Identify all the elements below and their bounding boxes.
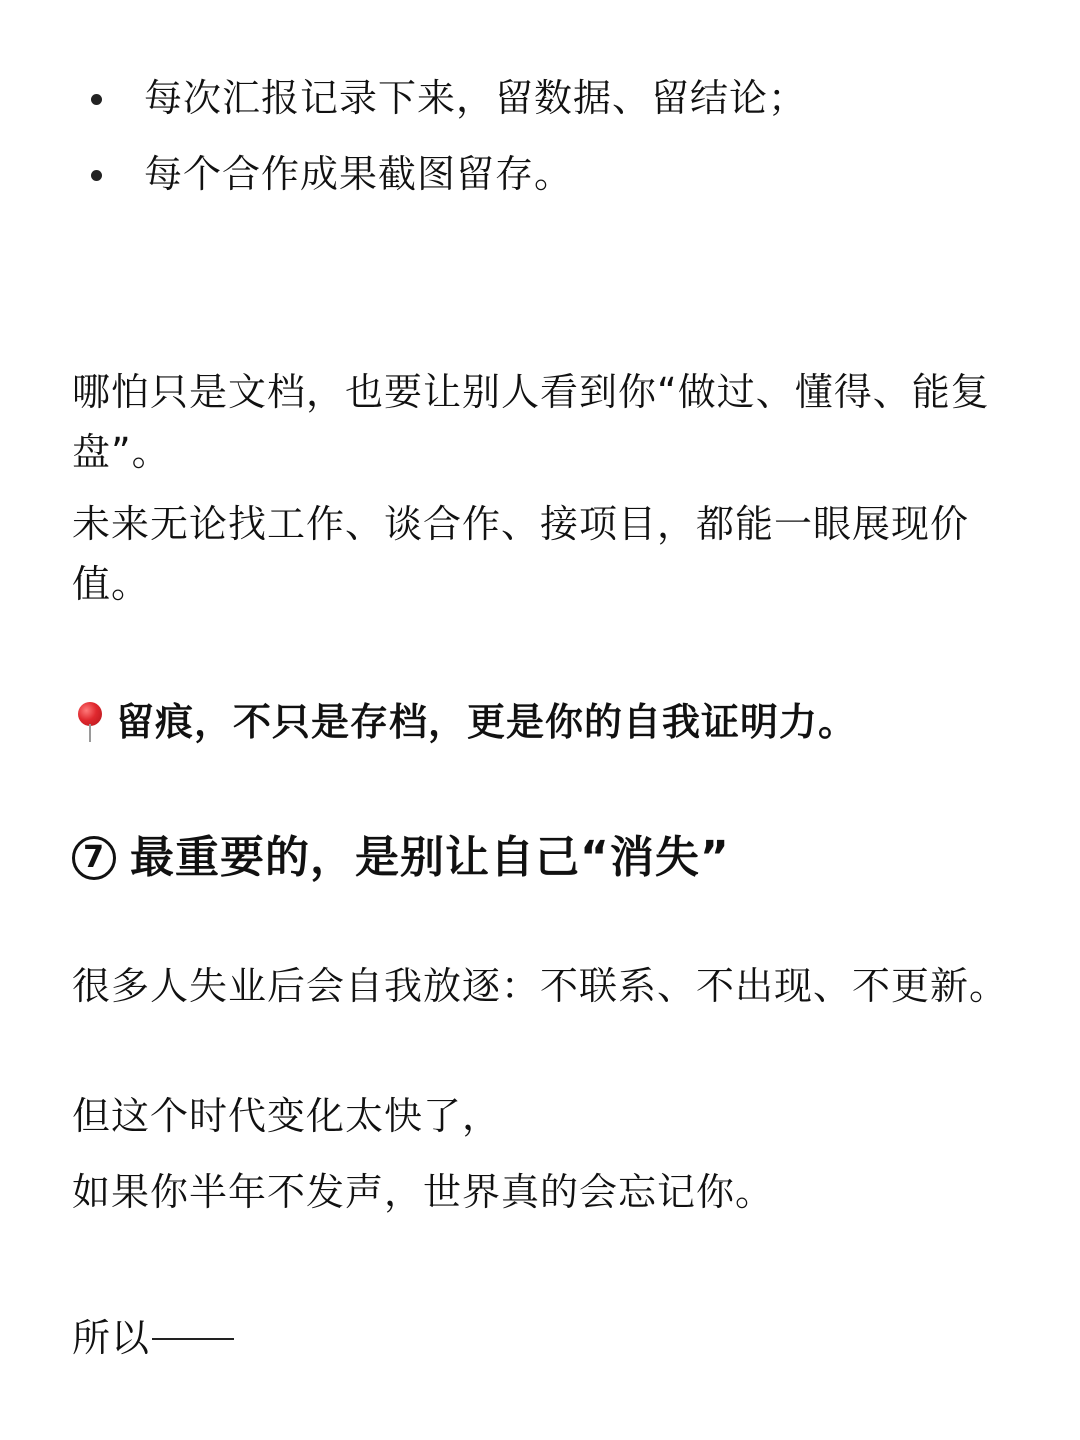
bullet-list bbox=[0, 68, 1080, 220]
highlight-line bbox=[72, 692, 1022, 752]
highlight-text: 留痕，不只是存档，更是你的自我证明力。 bbox=[116, 700, 858, 744]
bullet-text: 每次汇报记录下来，留数据、留结论； bbox=[144, 76, 808, 120]
bullet-text: 每个合作成果截图留存。 bbox=[144, 152, 574, 196]
bullet-dot-icon bbox=[91, 94, 102, 105]
section-heading bbox=[72, 826, 1022, 890]
section-number-badge: 7 bbox=[72, 836, 116, 880]
closing-text: 所以 bbox=[72, 1316, 151, 1360]
pushpin-icon bbox=[72, 694, 112, 750]
closing-line bbox=[72, 1308, 1022, 1368]
paragraph-self-exile: 很多人失业后会自我放逐：不联系、不出现、不更新。 bbox=[72, 964, 1009, 1008]
list-item bbox=[0, 68, 1080, 144]
paragraph-fast-era: 但这个时代变化太快了， bbox=[72, 1094, 502, 1138]
section-title: 最重要的，是别让自己“消失” bbox=[130, 832, 730, 883]
paragraph-document-visibility: 哪怕只是文档，也要让别人看到你“做过、懂得、能复盘”。 bbox=[72, 370, 990, 474]
paragraph-forgotten: 如果你半年不发声，世界真的会忘记你。 bbox=[72, 1170, 775, 1214]
bullet-dot-icon bbox=[91, 170, 102, 181]
paragraph-future-value: 未来无论找工作、谈合作、接项目，都能一眼展现价值。 bbox=[72, 502, 970, 606]
em-dash-line bbox=[152, 1338, 234, 1340]
list-item bbox=[0, 144, 1080, 220]
